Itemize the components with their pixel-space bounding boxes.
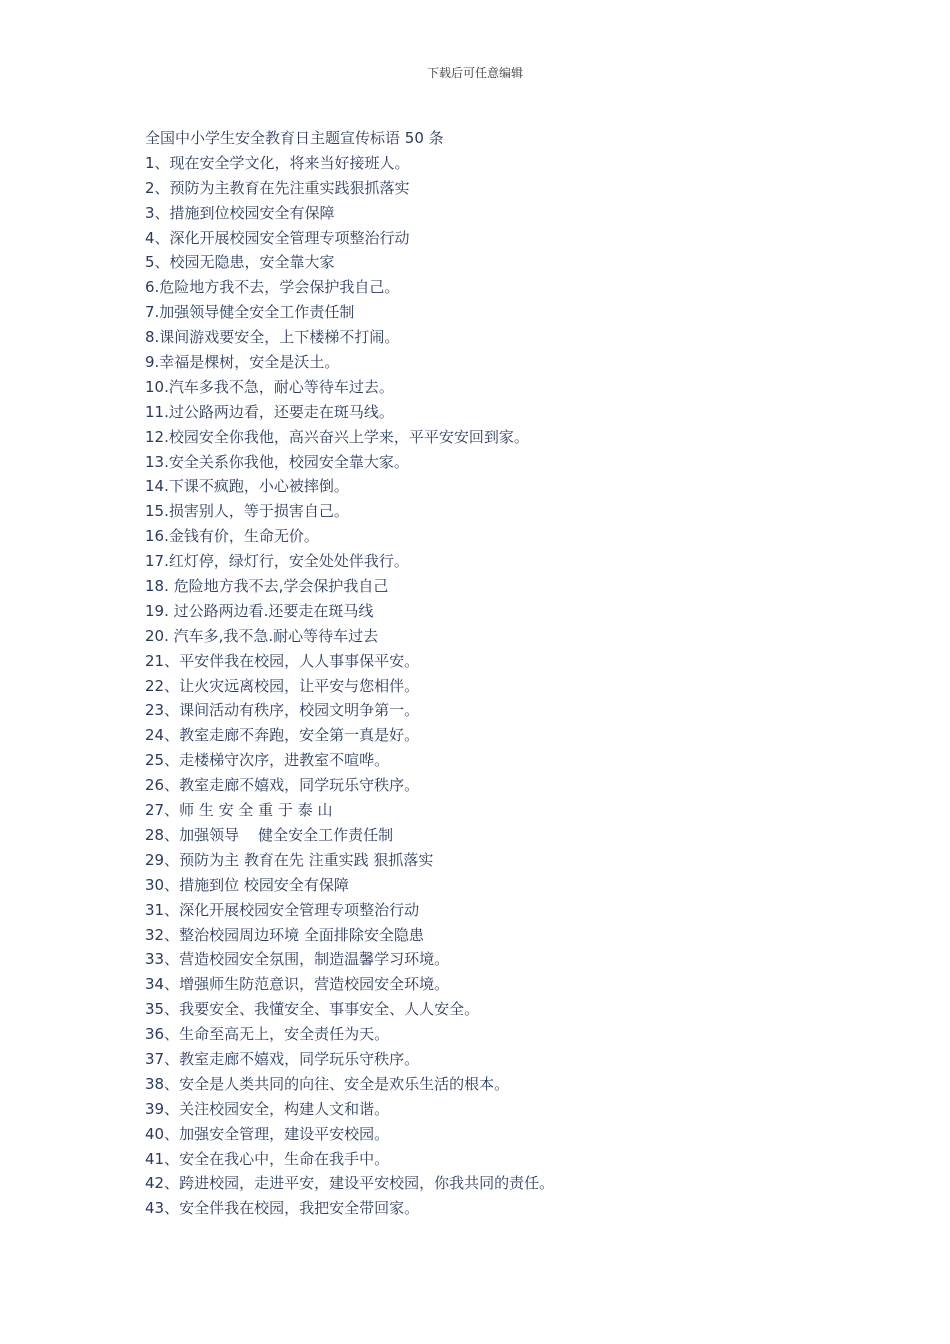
document-body xyxy=(145,126,905,1221)
slogan-item: 20. 汽车多,我不急.耐心等待车过去 xyxy=(145,626,379,645)
slogan-item: 18. 危险地方我不去,学会保护我自己 xyxy=(145,577,389,596)
slogan-item: 26、教室走廊不嬉戏，同学玩乐守秩序。 xyxy=(145,776,420,795)
slogan-item: 35、我要安全、我懂安全、事事安全、人人安全。 xyxy=(145,1000,480,1019)
slogan-item: 30、措施到位 校园安全有保障 xyxy=(145,875,349,894)
slogan-item: 8.课间游戏要安全，上下楼梯不打闹。 xyxy=(145,328,400,347)
slogan-item: 34、增强师生防范意识，营造校园安全环境。 xyxy=(145,975,450,994)
slogan-item: 10.汽车多我不急，耐心等待车过去。 xyxy=(145,377,394,396)
slogan-item: 2、预防为主教育在先注重实践狠抓落实 xyxy=(145,178,410,197)
slogan-item: 40、加强安全管理，建设平安校园。 xyxy=(145,1124,390,1143)
slogan-item: 9.幸福是棵树，安全是沃土。 xyxy=(145,353,340,372)
slogan-item: 6.危险地方我不去，学会保护我自己。 xyxy=(145,278,400,297)
slogan-item: 29、预防为主 教育在先 注重实践 狠抓落实 xyxy=(145,850,434,869)
slogan-item: 11.过公路两边看，还要走在斑马线。 xyxy=(145,402,394,421)
slogan-item: 7.加强领导健全安全工作责任制 xyxy=(145,303,355,322)
slogan-item: 32、整治校园周边环境 全面排除安全隐患 xyxy=(145,925,424,944)
slogan-item: 36、生命至高无上，安全责任为天。 xyxy=(145,1025,390,1044)
slogan-item: 25、走楼梯守次序，进教室不喧哗。 xyxy=(145,751,390,770)
slogan-item: 27、师 生 安 全 重 于 泰 山 xyxy=(145,801,333,820)
slogan-list xyxy=(145,151,905,1221)
slogan-item: 37、教室走廊不嬉戏，同学玩乐守秩序。 xyxy=(145,1049,420,1068)
slogan-item: 12.校园安全你我他，高兴奋兴上学来，平平安安回到家。 xyxy=(145,427,529,446)
slogan-item: 41、安全在我心中，生命在我手中。 xyxy=(145,1149,390,1168)
slogan-item: 43、安全伴我在校园，我把安全带回家。 xyxy=(145,1199,420,1218)
slogan-item: 23、课间活动有秩序，校园文明争第一。 xyxy=(145,701,420,720)
slogan-item: 4、深化开展校园安全管理专项整治行动 xyxy=(145,228,410,247)
slogan-item: 16.金钱有价，生命无价。 xyxy=(145,527,319,546)
slogan-item: 42、跨进校园，走进平安，建设平安校园，你我共同的责任。 xyxy=(145,1174,555,1193)
slogan-item: 38、安全是人类共同的向往、安全是欢乐生活的根本。 xyxy=(145,1074,510,1093)
slogan-item: 39、关注校园安全，构建人文和谐。 xyxy=(145,1099,390,1118)
slogan-item: 22、让火灾远离校园，让平安与您相伴。 xyxy=(145,676,420,695)
slogan-item: 19. 过公路两边看.还要走在斑马线 xyxy=(145,601,374,620)
slogan-item: 33、营造校园安全氛围，制造温馨学习环境。 xyxy=(145,950,450,969)
slogan-item: 31、深化开展校园安全管理专项整治行动 xyxy=(145,900,420,919)
slogan-item: 15.损害别人，等于损害自己。 xyxy=(145,502,349,521)
slogan-item: 14.下课不疯跑，小心被摔倒。 xyxy=(145,477,349,496)
slogan-item: 3、措施到位校园安全有保障 xyxy=(145,203,335,222)
slogan-item: 17.红灯停，绿灯行，安全处处伴我行。 xyxy=(145,552,409,571)
page-header-note: 下载后可任意编辑 xyxy=(426,66,523,80)
slogan-item: 24、教室走廊不奔跑，安全第一真是好。 xyxy=(145,726,420,745)
slogan-item: 1、现在安全学文化，将来当好接班人。 xyxy=(145,153,410,172)
document-title: 全国中小学生安全教育日主题宣传标语 50 条 xyxy=(145,129,444,147)
slogan-item: 21、平安伴我在校园，人人事事保平安。 xyxy=(145,651,420,670)
slogan-item: 13.安全关系你我他，校园安全靠大家。 xyxy=(145,452,409,471)
slogan-item: 28、加强领导 健全安全工作责任制 xyxy=(145,825,394,844)
slogan-item: 5、校园无隐患，安全靠大家 xyxy=(145,253,335,272)
